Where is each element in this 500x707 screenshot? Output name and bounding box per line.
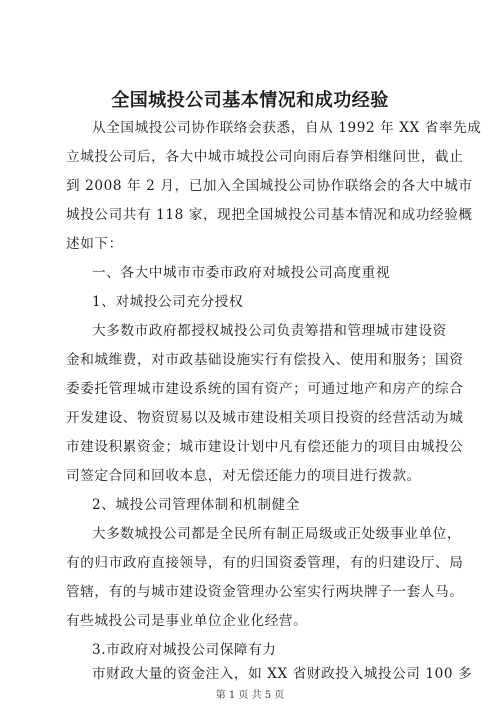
paragraph-line: 到 2008 年 2 月，已加入全国城投公司协作联络会的各大中城市 — [66, 178, 473, 194]
document-title: 全国城投公司基本情况和成功经验 — [111, 90, 389, 111]
paragraph-line: 管辖，有的与城市建设资金管理办公室实行两块牌子一套人马。 — [66, 584, 464, 600]
paragraph-line: 市财政大量的资金注入，如 XX 省财政投入城投公司 100 多 — [92, 666, 473, 682]
paragraph-line: 城投公司共有 118 家，现把全国城投公司基本情况和成功经验概 — [66, 207, 473, 223]
subsection-heading: 1、对城投公司充分授权 — [92, 294, 244, 310]
paragraph-line: 有些城投公司是事业单位企业化经营。 — [66, 613, 308, 629]
paragraph-line: 市建设积累资金；城市建设计划中凡有偿还能力的项目由城投公 — [66, 439, 464, 455]
paragraph-line: 从全国城投公司协作联络会获悉，自从 1992 年 XX 省率先成 — [92, 120, 482, 136]
paragraph-line: 金和城维费，对市政基础设施实行有偿投入、使用和服务；国资 — [66, 352, 464, 368]
paragraph-line: 大多数市政府都授权城投公司负责筹措和管理城市建设资 — [92, 323, 447, 339]
paragraph-line: 大多数城投公司都是全民所有制正局级或正处级事业单位， — [92, 526, 462, 542]
subsection-heading: 2、城投公司管理体制和机制健全 — [92, 497, 300, 513]
paragraph-line: 委委托管理城市建设系统的国有资产；可通过地产和房产的综合 — [66, 381, 464, 397]
page-footer: 第 1 页 共 5 页 — [215, 690, 285, 701]
paragraph-line: 开发建设、物资贸易以及城市建设相关项目投资的经营活动为城 — [66, 410, 464, 426]
section-heading: 一、各大中城市市委市政府对城投公司高度重视 — [92, 265, 391, 281]
paragraph-line: 司签定合同和回收本息，对无偿还能力的项目进行拨款。 — [66, 468, 421, 484]
paragraph-line: 立城投公司后，各大中城市城投公司向雨后春笋相继问世，截止 — [66, 149, 464, 165]
paragraph-line: 有的归市政府直接领导，有的归国资委管理，有的归建设厅、局 — [66, 555, 464, 571]
paragraph-line: 述如下： — [66, 236, 123, 252]
subsection-heading: 3.市政府对城投公司保障有力 — [92, 642, 277, 658]
